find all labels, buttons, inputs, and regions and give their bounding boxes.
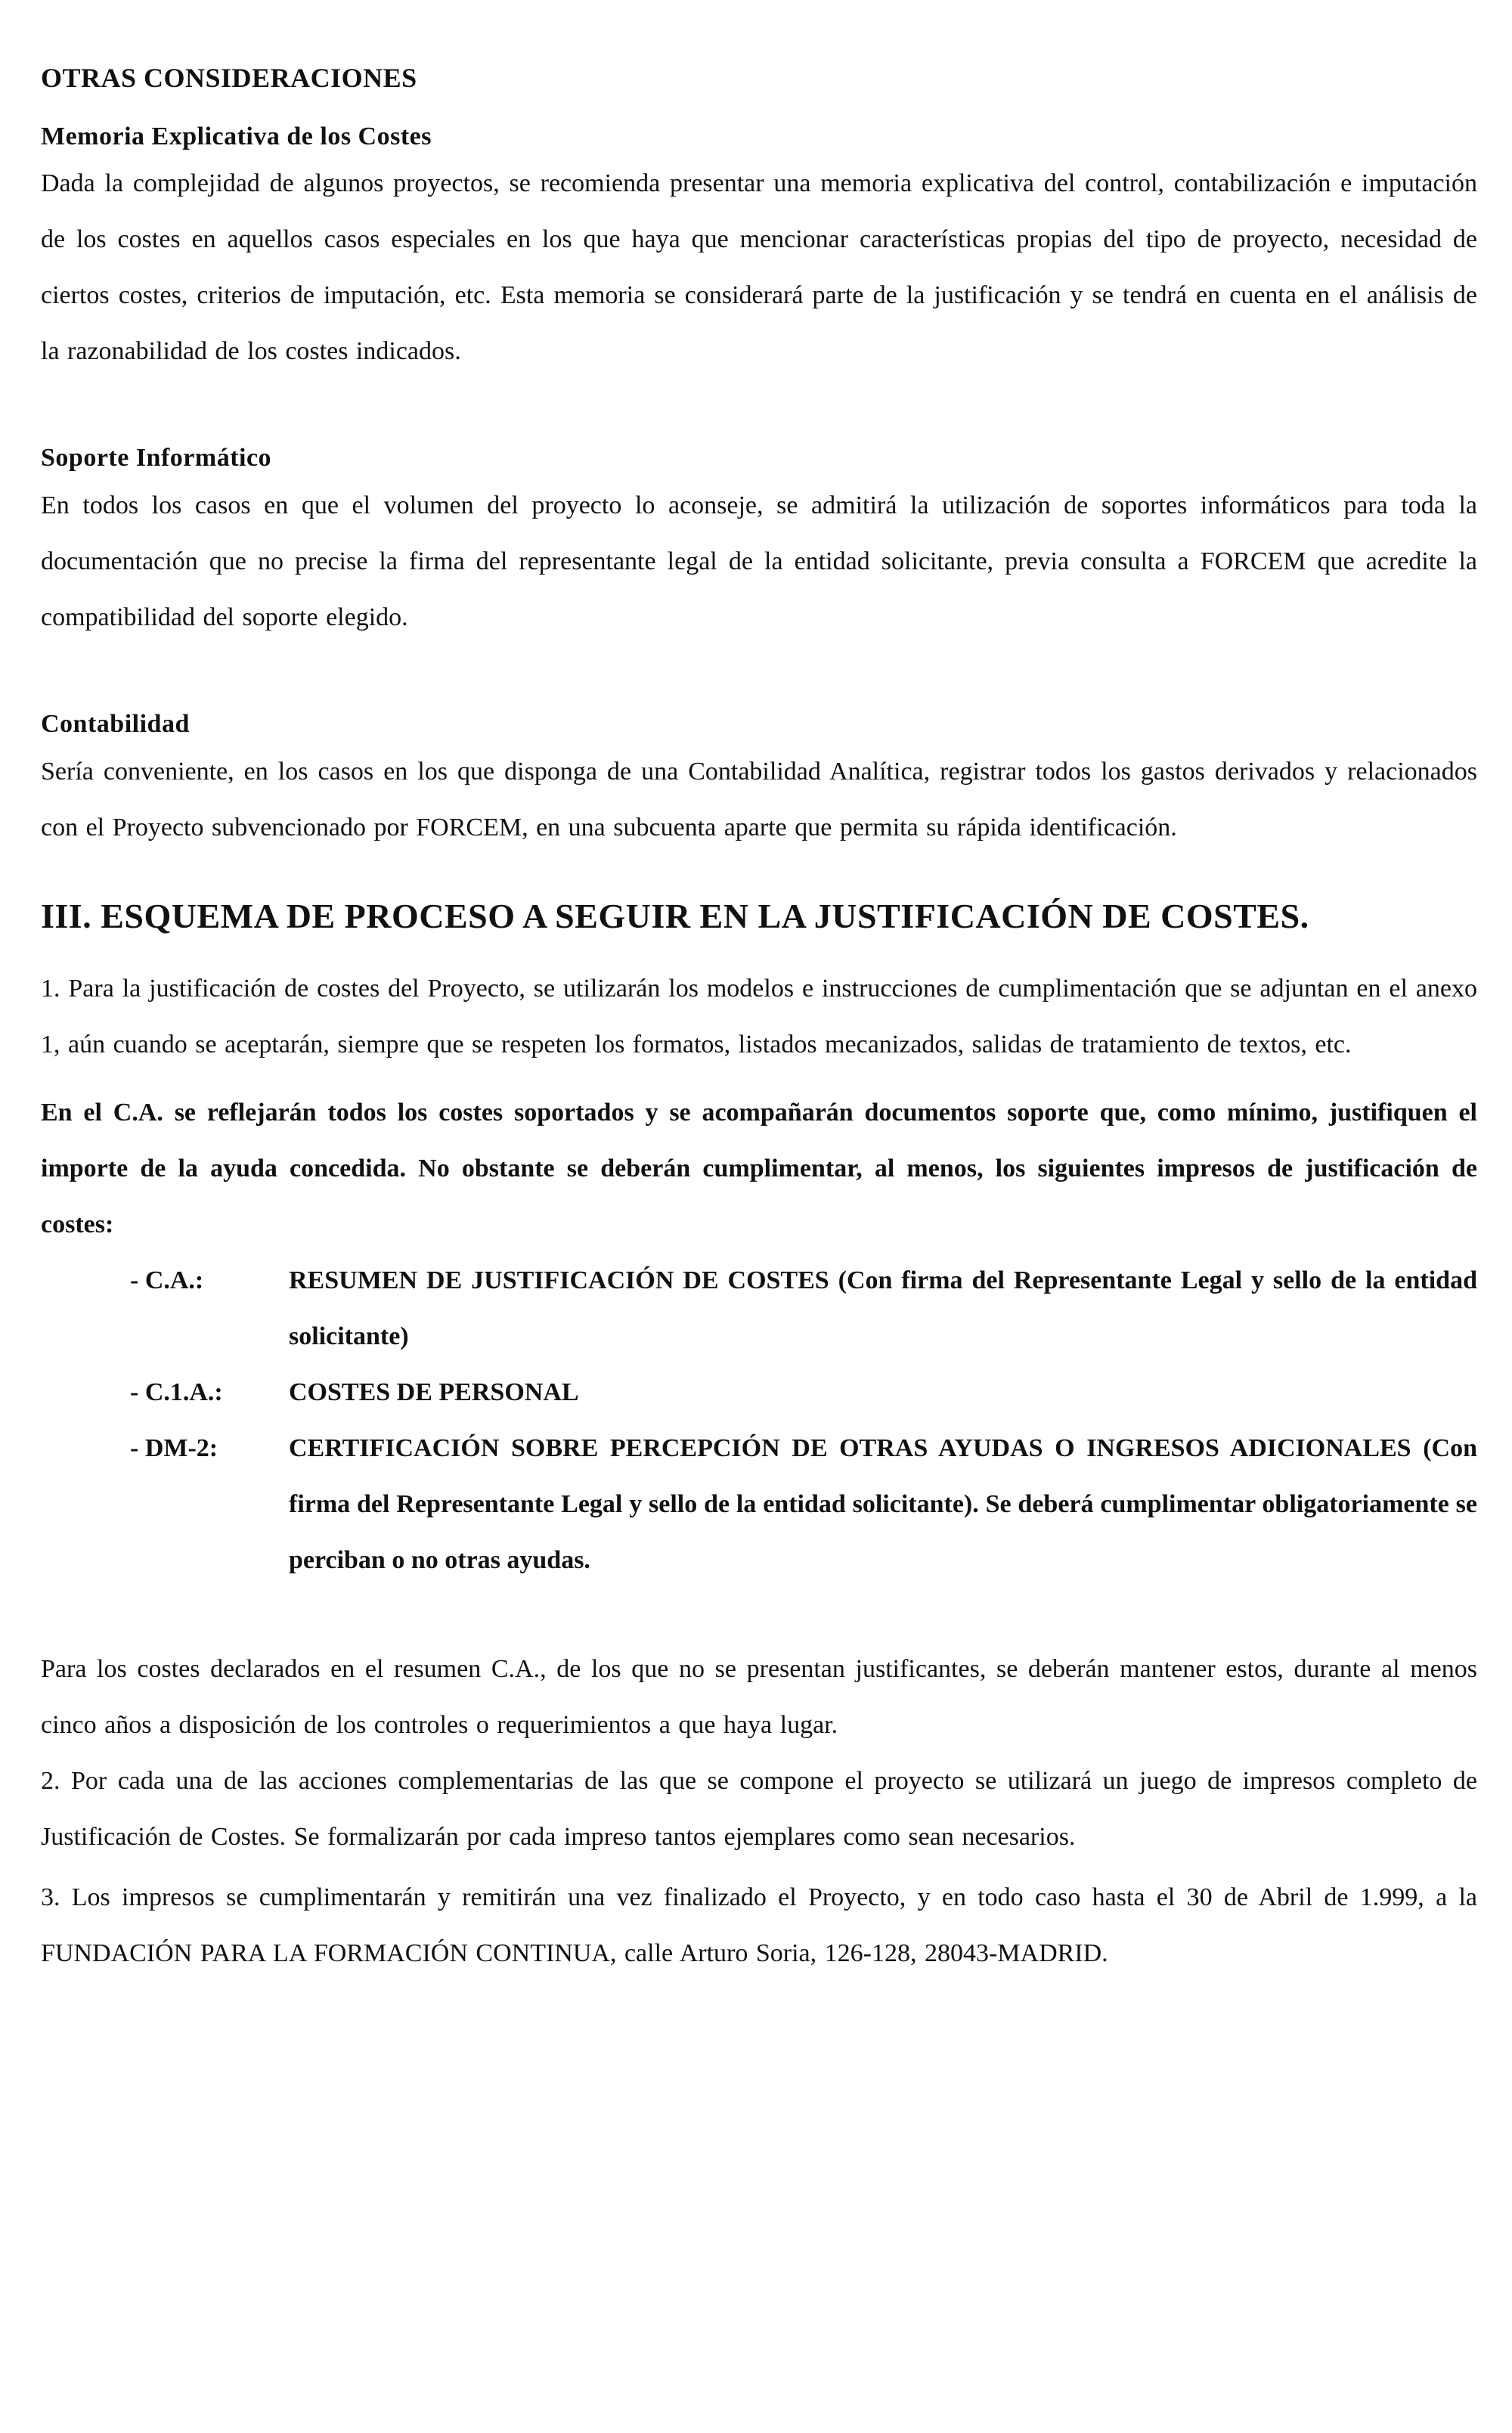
document-page (41, 60, 1477, 1982)
otras-consideraciones-heading: OTRAS CONSIDERACIONES (41, 63, 417, 93)
list-item-code: - C.A.: (130, 1266, 204, 1295)
esquema-paragraph-3: 3. Los impresos se cumplimentarán y remitirán una vez finalizado el Proyecto, y en todo caso hasta el 30 de Abril de 1.999, a la FUNDACIÓN PARA LA FORMACIÓN CONTINUA, calle Arturo Soria, 126-128, 28043-MADRID. (41, 1883, 1477, 1968)
esquema-section-title: III. ESQUEMA DE PROCESO A SEGUIR EN LA JUSTIFICACIÓN DE COSTES. (41, 896, 1309, 935)
contabilidad-heading: Contabilidad (41, 709, 190, 738)
esquema-bold-intro: En el C.A. se reflejarán todos los costes soportados y se acompañarán documentos soporte que, como mínimo, justifiquen el importe de la ayuda concedida. No obstante se deberán cumplimentar, al menos, los siguientes impresos de justificación de costes: (41, 1099, 1477, 1239)
esquema-paragraph-2: 2. Por cada una de las acciones complementarias de las que se compone el proyecto se utilizará un juego de impresos completo de Justificación de Costes. Se formalizarán por cada impreso tantos ejemplares como sean necesarios. (41, 1767, 1477, 1852)
memoria-paragraph: Dada la complejidad de algunos proyectos, se recomienda presentar una memoria explicativa del control, contabilización e imputación de los costes en aquellos casos especiales en los que haya que mencionar características propias del tipo de proyecto, necesidad de ciertos costes, criterios de imputación, etc. Esta memoria se considerará parte de la justificación y se tendrá en cuenta en el análisis de la razonabilidad de los costes indicados. (41, 169, 1477, 366)
list-item-code: - C.1.A.: (130, 1378, 223, 1407)
list-item-text: CERTIFICACIÓN SOBRE PERCEPCIÓN DE OTRAS AYUDAS O INGRESOS ADICIONALES (Con firma del Representante Legal y sello de la entidad solicitante). Se deberá cumplimentar obligatoriamente se perciban o no otras ayudas. (289, 1434, 1477, 1575)
list-item (41, 1421, 1477, 1588)
soporte-heading: Soporte Informático (41, 444, 272, 473)
esquema-paragraph-1: 1. Para la justificación de costes del Proyecto, se utilizarán los modelos e instrucciones de cumplimentación que se adjuntan en el anexo 1, aún cuando se aceptarán, siempre que se respeten los formatos, listados mecanizados, salidas de tratamiento de textos, etc. (41, 975, 1477, 1059)
impresos-list (41, 1253, 1477, 1588)
soporte-paragraph: En todos los casos en que el volumen del proyecto lo aconseje, se admitirá la utilización de soportes informáticos para toda la documentación que no precise la firma del representante legal de la entidad solicitante, previa consulta a FORCEM que acredite la compatibilidad del soporte elegido. (41, 491, 1477, 631)
list-item-code: - DM-2: (130, 1434, 218, 1463)
contabilidad-paragraph: Sería conveniente, en los casos en los que disponga de una Contabilidad Analítica, registrar todos los gastos derivados y relacionados con el Proyecto subvencionado por FORCEM, en una subcuenta aparte que permita su rápida identificación. (41, 757, 1477, 841)
list-item-text: RESUMEN DE JUSTIFICACIÓN DE COSTES (Con firma del Representante Legal y sello de la entidad solicitante) (289, 1266, 1477, 1351)
list-item (41, 1365, 1477, 1421)
list-item (41, 1253, 1477, 1365)
memoria-heading: Memoria Explicativa de los Costes (41, 122, 432, 150)
list-item-text: COSTES DE PERSONAL (289, 1378, 579, 1407)
costes-declarados-paragraph: Para los costes declarados en el resumen C.A., de los que no se presentan justificantes, se deberán mantener estos, durante al menos cinco años a disposición de los controles o requerimientos a que haya lugar. (41, 1655, 1477, 1740)
